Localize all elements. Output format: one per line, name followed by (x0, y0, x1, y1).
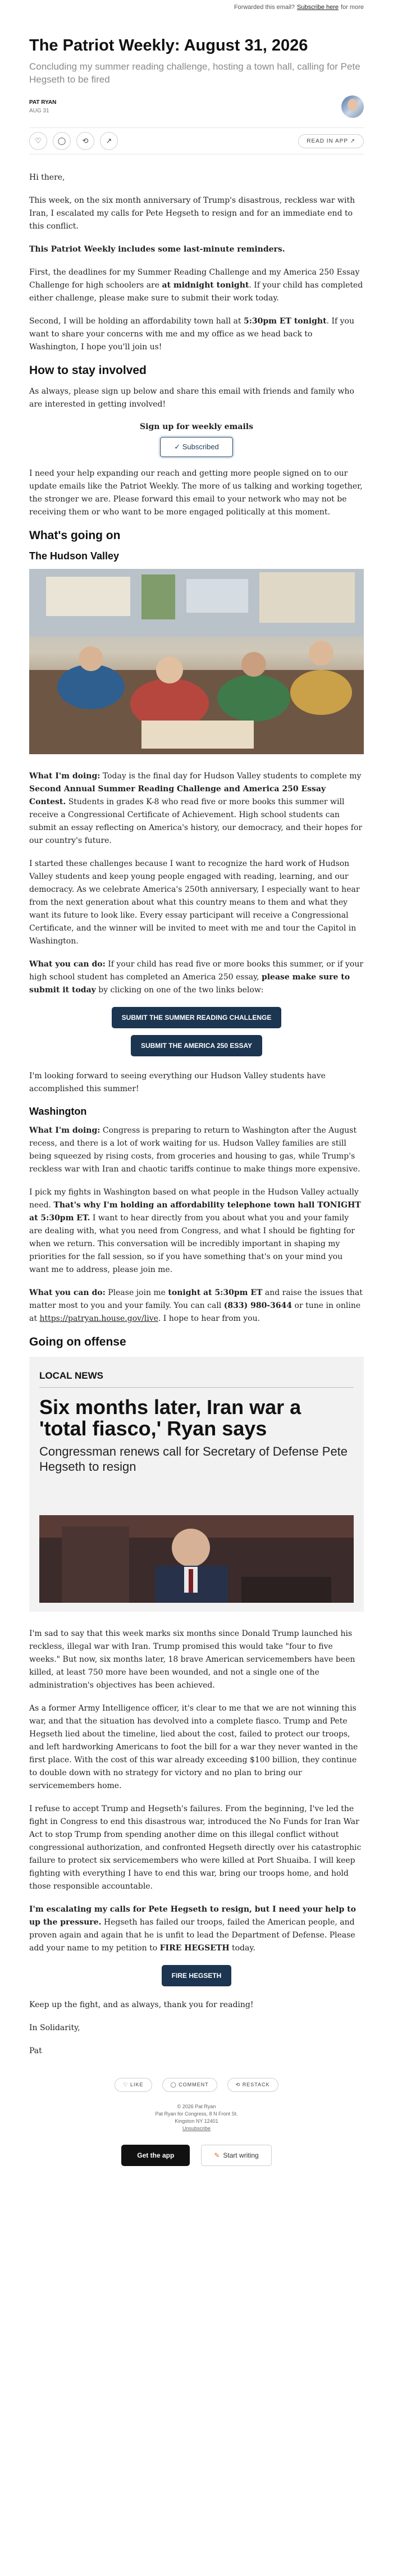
pen-icon: ✎ (214, 2151, 220, 2159)
phone-number[interactable]: (833) 980-3644 (223, 1301, 293, 1310)
footer-action-row (29, 2078, 364, 2092)
fire-hegseth-button[interactable]: FIRE HEGSETH (162, 1965, 232, 1986)
footer-restack-button[interactable]: ⟲ RESTACK (227, 2078, 278, 2092)
app-bar (29, 2145, 364, 2166)
signup-block (29, 422, 364, 457)
news-subheadline: Congressman renews call for Secretary of Defense Pete Hegseth to resign (39, 1444, 348, 1474)
read-in-app-button[interactable]: READ IN APP ↗ (298, 134, 364, 148)
involved-paragraph: As always, please sign up below and share this email with friends and family who are interested in getting involved! (29, 387, 354, 409)
offense-paragraph-1: I'm sad to say that this week marks six months since Donald Trump launched his reckless, illegal war with Iran. Trump promised this would take "four to five weeks." But now, six months later, 18 brave American servicemembers have been killed, at least 750 more have been wounded, and not a single one of the administration's objectives has been achieved. (29, 1629, 355, 1690)
author-name[interactable]: PAT RYAN (29, 99, 57, 106)
subscribed-button[interactable]: ✓ Subscribed (160, 437, 233, 457)
section-heading-involved: How to stay involved (29, 364, 147, 377)
expand-paragraph: I need your help expanding our reach and getting more people signed on to our update emails like the Patriot Weekly. The more of us talking and working together, the stronger we are. Please forward this email to your network who may not be receiving them or who want to be more engaged politically at this moment. (29, 469, 363, 517)
hudson-close-paragraph: I'm looking forward to seeing everything our Hudson Valley students have accomplished this summer! (29, 1072, 326, 1093)
unsubscribe-link[interactable]: Unsubscribe (182, 2126, 211, 2131)
comment-icon[interactable]: ◯ (53, 132, 71, 150)
intro-paragraph-4: Second, I will be holding an affordability town hall at 5:30pm ET tonight. If you want to share your concerns with me and my office as we head back to Washington, I hope you'll join us! (29, 317, 354, 352)
share-icon[interactable]: ↗ (100, 132, 118, 150)
post-date: AUG 31 (29, 108, 49, 114)
comment-icon: ◯ (170, 2082, 179, 2087)
check-icon: ✓ (174, 443, 182, 451)
footer-comment-button[interactable]: ◯ COMMENT (162, 2078, 217, 2092)
dc-paragraph-2: I pick my fights in Washington based on what people in the Hudson Valley actually need. That's why I'm holding an affordability telephone town hall TONIGHT at 5:30pm ET. I want to hear directly from you about what you and your family are dealing with, what you need from Congress, and what I should be fighting for when we return. This conversation will be incredibly important in shaping my priorities for the fall session, so if you have something that's on your mind you want me to address, please join me. (29, 1188, 361, 1274)
offense-paragraph-2: As a former Army Intelligence officer, it's clear to me that we are not winning this war, and that the situation has devolved into a complete fiasco. Trump and Pete Hegseth lied about the timeline, lied about the cost, failed to protect our troops, and left hardworking Americans to foot the bill for a war they never wanted in the first place. With the cost of this war already exceeding $100 billion, they continue to double down with no strategy for victory and no plan to bring our servicemembers home. (29, 1704, 358, 1790)
forward-notice: Forwarded this email? Subscribe here for more (234, 4, 364, 11)
intro-paragraph-3: First, the deadlines for my Summer Reading Challenge and my America 250 Essay Challenge for high schoolers are at midnight tonight. If your child has completed either challenge, please make sure to submit their work today. (29, 268, 363, 303)
hudson-paragraph-2: I started these challenges because I want to recognize the hard work of Hudson Valley students and keep young people engaged with reading, learning, and our democracy. As we celebrate America's 250th anniversary, I especially want to hear from the next generation about what this country means to them and what they want its future to look like. Every essay participant will receive a Congressional Certificate, and the winner will be invited to meet with me and tour the Capitol in Washington. (29, 859, 360, 946)
hudson-doing-paragraph: What I'm doing: Today is the final day for Hudson Valley students to complete my Second Annual Summer Reading Challenge and America 250 Essay Contest. Students in grades K-8 who read five or more books this summer will receive a Congressional Certificate of Achievement. High school students can submit an essay reflecting on America's history, our democracy, and their hopes for our country's future. (29, 772, 363, 845)
get-app-button[interactable]: Get the app (121, 2145, 190, 2166)
start-writing-button[interactable]: ✎ Start writing (201, 2145, 271, 2166)
submit-essay-button[interactable]: SUBMIT THE AMERICA 250 ESSAY (131, 1035, 262, 1056)
news-tag: LOCAL NEWS (39, 1370, 103, 1381)
footer-like-button[interactable]: ♡ LIKE (115, 2078, 152, 2092)
intro-paragraph-2: This Patriot Weekly includes some last-minute reminders. (29, 245, 285, 254)
post-subtitle: Concluding my summer reading challenge, hosting a town hall, calling for Pete Hegseth to be fired (29, 61, 360, 85)
signup-label: Sign up for weekly emails (140, 422, 253, 431)
action-bar (29, 127, 364, 154)
restack-icon: ⟲ (235, 2082, 243, 2087)
sign-off: In Solidarity, (29, 2023, 80, 2032)
dc-you-paragraph: What you can do: Please join me tonight at 5:30pm ET and raise the issues that matter most to you and your family. You can call (833) 980-3644 or tune in online at https://patryan.house.gov/live. I hope to hear from you. (29, 1288, 363, 1323)
byline (29, 94, 364, 120)
section-heading-washington: Washington (29, 1106, 87, 1117)
offense-paragraph-4: I'm escalating my calls for Pete Hegseth to resign, but I need your help to up the pressure. Hegseth has failed our troops, failed the American people, and proven again and again that he is unfit to lead the Department of Defense. Please add your name to my petition to FIRE HEGSETH today. (29, 1905, 356, 1953)
offense-paragraph-3: I refuse to accept Trump and Hegseth's failures. From the beginning, I've led the fight in Congress to end this disastrous war, introduced the No Funds for Iran War Act to stop Trump from spending another dime on this illegal conflict without congressional authorization, and confronted Hegseth directly over his catastrophic failure to protect six servicemembers who were killed at Port Shuaiba. I will keep fighting with everything I have to end this war, bring our troops home, and hold those responsible accountable. (29, 1804, 362, 1891)
heart-icon[interactable]: ♡ (29, 132, 47, 150)
heart-icon: ♡ (123, 2082, 131, 2087)
section-heading-going-on: What's going on (29, 529, 121, 542)
subscribe-link[interactable]: Subscribe here (297, 4, 339, 11)
classroom-photo[interactable] (29, 569, 364, 754)
news-clipping[interactable] (29, 1357, 364, 1612)
avatar[interactable] (341, 95, 364, 118)
submit-reading-button[interactable]: SUBMIT THE SUMMER READING CHALLENGE (112, 1007, 282, 1028)
hudson-you-paragraph: What you can do: If your child has read five or more books this summer, or if your high school student has completed an America 250 essay, please make sure to submit it today by clicking on one of the two links below: (29, 960, 364, 995)
post-title: The Patriot Weekly: August 31, 2026 (29, 37, 308, 54)
section-heading-offense: Going on offense (29, 1335, 126, 1348)
footer-address: © 2026 Pat Ryan Pat Ryan for Congress, 8 N Front St. Kingston NY 12401 Unsubscribe (29, 2103, 364, 2132)
closing-line: Keep up the fight, and as always, thank you for reading! (29, 2000, 254, 2009)
dc-doing-paragraph: What I'm doing: Congress is preparing to return to Washington after the August recess, and there is a lot of work waiting for us. Hudson Valley families are still being squeezed by rising costs, from groceries and housing to gas, while Trump's reckless war with Iran and chaotic tariffs continue to make things more expensive. (29, 1126, 360, 1174)
greeting: Hi there, (29, 173, 65, 182)
signature: Pat (29, 2046, 42, 2055)
news-headline: Six months later, Iran war a 'total fiasco,' Ryan says (39, 1396, 301, 1440)
restack-icon[interactable]: ⟲ (76, 132, 94, 150)
news-photo (39, 1515, 354, 1603)
section-heading-hudson: The Hudson Valley (29, 550, 120, 562)
intro-paragraph-1: This week, on the six month anniversary of Trump's disastrous, reckless war with Iran, I escalated my calls for Pete Hegseth to resign and for an immediate end to this conflict. (29, 196, 355, 231)
live-link[interactable]: https://patryan.house.gov/live (39, 1314, 158, 1323)
